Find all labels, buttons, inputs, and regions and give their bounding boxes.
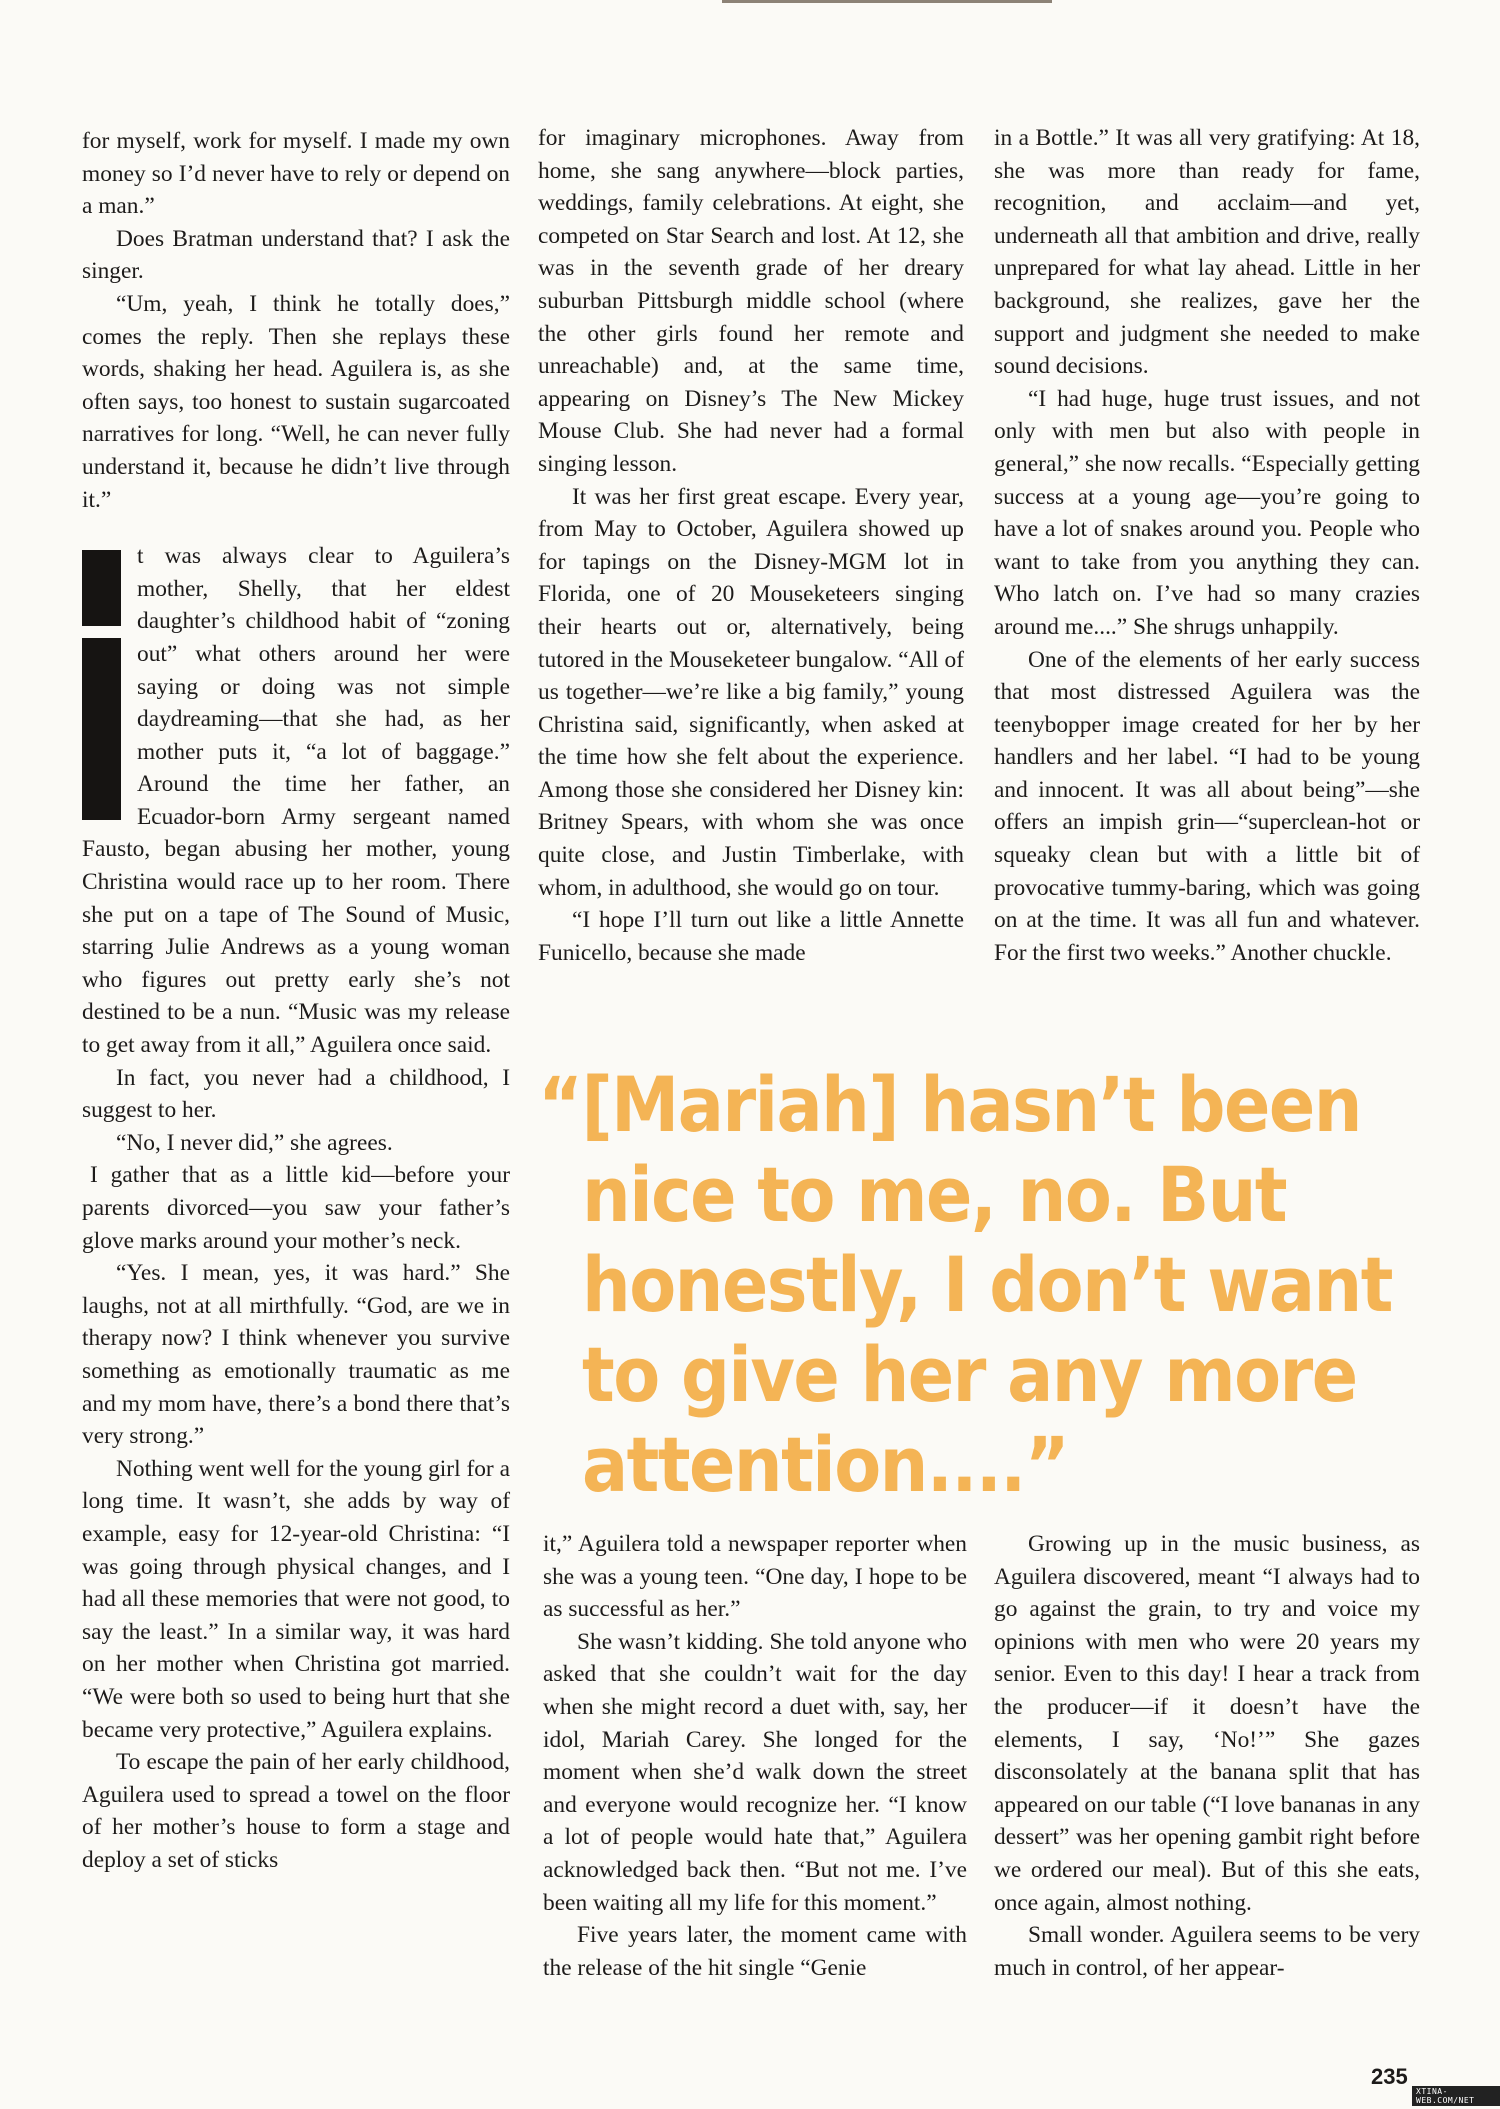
top-edge-rule (722, 0, 1052, 3)
paragraph: She wasn’t kidding. She told anyone who asked that she couldn’t wait for the day when she might record a duet with, say, her idol, Mariah Carey. She longed for the moment when she’d walk down the street and everyone would recognize her. “I know a lot of people would hate that,” Aguilera acknowledged back then. “But not me. I’ve been waiting all my life for this moment.” (543, 1628, 967, 1916)
paragraph: “I hope I’ll turn out like a little Annette Funicello, because she made (538, 907, 964, 966)
paragraph: It was her first great escape. Every year, from May to October, Aguilera showed up for tapings on the Disney-MGM lot in Florida, one of 20 Mouseketeers singing their hearts out or, alternatively, being tutored in the Mouseketeer bungalow. “All of us together—we’re like a big family,” young Christina said, significantly, when asked at the time how she felt about the experience. Among those she considered her Disney kin: Britney Spears, with whom she was once quite close, and Justin Timberlake, with whom, in adulthood, she would go on tour. (538, 483, 964, 901)
article-column-1 (82, 125, 510, 2025)
paragraph: for imaginary microphones. Away from home, she sang anywhere—block parties, weddings, family celebrations. At eight, she competed on Star Search and lost. At 12, she was in the seventh grade of her dreary suburban Pittsburgh middle school (where the other girls found her remote and unreachable) and, at the same time, appearing on Disney’s The New Mickey Mouse Club. She had never had a formal singing lesson. (538, 125, 964, 477)
section-lede (82, 540, 510, 1062)
pull-quote-line: attention....” (582, 1420, 1069, 1509)
paragraph: To escape the pain of her early childhood, Aguilera used to spread a towel on the floor of her mother’s house to form a stage and deploy a set of sticks (82, 1749, 510, 1873)
article-column-3 (994, 122, 1420, 1042)
paragraph: I gather that as a little kid—before your parents divorced—you saw your father’s glove marks around your mother’s neck. (82, 1162, 510, 1254)
paragraph: Growing up in the music business, as Aguilera discovered, meant “I always had to go against the grain, to try and voice my opinions with men who were 20 years my senior. Even to this day! I hear a track from the producer—if it doesn’t have the elements, I say, ‘No!’” She gazes disconsolately at the banana split that has appeared on our table (“I love bananas in any dessert” was her opening gambit right before we ordered our meal). But of this she eats, once again, almost nothing. (994, 1531, 1420, 1916)
paragraph: it,” Aguilera told a newspaper reporter when she was a young teen. “One day, I hope to be as successful as her.” (543, 1531, 967, 1623)
paragraph: “Um, yeah, I think he totally does,” comes the reply. Then she replays these words, shaking her head. Aguilera is, as she often says, too honest to sustain sugarcoated narratives for long. “Well, he can never fully understand it, because he didn’t live through it.” (82, 290, 510, 513)
paragraph: In fact, you never had a childhood, I suggest to her. (82, 1064, 510, 1124)
paragraph: in a Bottle.” It was all very gratifying: At 18, she was more than ready for fame, recognition, and acclaim—and yet, underneath all that ambition and drive, really unprepared for what lay ahead. Little in her background, she realizes, gave her the support and judgment she needed to make sound decisions. (994, 125, 1420, 380)
article-column-2-lower (543, 1528, 967, 2028)
paragraph: for myself, work for myself. I made my own money so I’d never have to rely or depend on a man.” (82, 128, 510, 220)
paragraph: Nothing went well for the young girl for a long time. It wasn’t, she adds by way of example, easy for 12-year-old Christina: “I was going through physical changes, and I had all these memories that were not good, to say the least.” In a similar way, it was hard on her mother when Christina got married. “We were both so used to being hurt that she became very protective,” Aguilera explains. (82, 1455, 510, 1743)
page-number: 235 (1371, 2064, 1408, 2089)
paragraph: “No, I never did,” she agrees. (116, 1129, 393, 1156)
pull-quote-line: “[Mariah] hasn’t been (538, 1060, 1361, 1149)
paragraph: Five years later, the moment came with the release of the hit single “Genie (543, 1922, 967, 1981)
paragraph: Small wonder. Aguilera seems to be very much in control, of her appear- (994, 1922, 1420, 1981)
drop-cap (82, 550, 121, 820)
pull-quote-line: to give her any more (582, 1330, 1357, 1419)
paragraph: One of the elements of her early success that most distressed Aguilera was the teenybopper image created for her by her handlers and her label. “I had to be young and innocent. It was all about being”—she offers an impish grin—“superclean-hot or squeaky clean but with a little bit of provocative tummy-baring, which was going on at the time. It was all fun and whatever. For the first two weeks.” Another chuckle. (994, 646, 1420, 966)
paragraph: “I had huge, huge trust issues, and not only with men but also with people in general,” she now recalls. “Especially getting success at a young age—you’re going to have a lot of snakes around you. People who want to take from you anything they can. Who latch on. I’ve had so many crazies around me....” She shrugs unhappily. (994, 385, 1420, 640)
pull-quote (538, 1060, 1418, 1510)
article-column-2 (538, 122, 964, 1042)
paragraph: “Yes. I mean, yes, it was hard.” She laughs, not at all mirthfully. “God, are we in therapy now? I think whenever you survive something as emotionally traumatic as me and my mom have, there’s a bond there that’s very strong.” (82, 1260, 510, 1450)
paragraph: Does Bratman understand that? I ask the singer. (82, 225, 510, 285)
site-watermark: XTINA-WEB.COM/NET (1412, 2086, 1500, 2106)
lede-paragraph: t was always clear to Aguilera’s mother, Shelly, that her eldest daughter’s childhood habit of “zoning out” what others around her were saying or doing was not simple daydreaming—that she had, as her mother puts it, “a lot of baggage.” Around the time her father, an Ecuador-born Army sergeant named Fausto, began abusing her mother, young Christina would race up to her room. There she put on a tape of The Sound of Music, starring Julie Andrews as a young woman who figures out pretty early she’s not destined to be a nun. “Music was my release to get away from it all,” Aguilera once said. (82, 543, 510, 1059)
article-column-3-lower (994, 1528, 1420, 2028)
pull-quote-line: nice to me, no. But (582, 1150, 1287, 1239)
pull-quote-line: honestly, I don’t want (582, 1240, 1392, 1329)
